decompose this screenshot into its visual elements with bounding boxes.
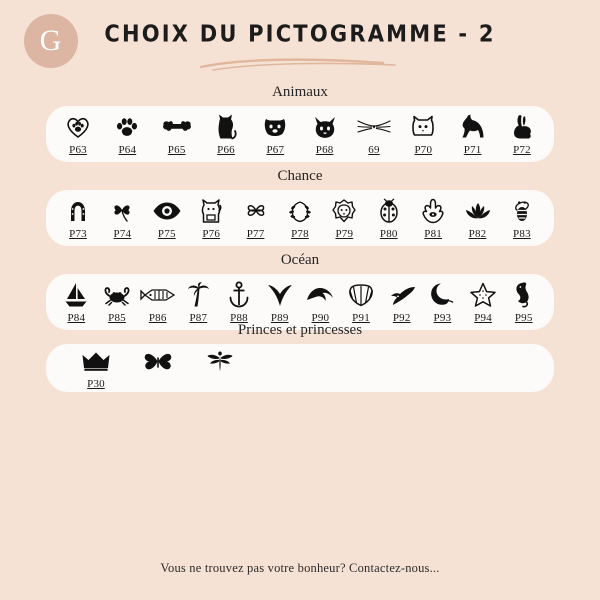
pictogram-code: P94 — [474, 312, 492, 324]
pictogram-item[interactable] — [322, 196, 366, 240]
pictogram-code: P88 — [230, 312, 248, 324]
pictogram-item[interactable] — [367, 196, 411, 240]
cat-outline-icon[interactable] — [409, 112, 437, 142]
section-ocean — [46, 252, 554, 330]
pictogram-item[interactable] — [259, 280, 300, 324]
section-title-ocean: Océan — [280, 252, 320, 268]
pictogram-item[interactable] — [411, 196, 455, 240]
pictogram-item[interactable] — [503, 280, 544, 324]
pictogram-item[interactable] — [137, 280, 178, 324]
pictogram-code: P76 — [202, 228, 221, 240]
butterfly-filled-icon[interactable] — [143, 346, 173, 376]
pictogram-code: P87 — [189, 312, 208, 324]
cat-sitting-icon[interactable] — [214, 112, 238, 142]
pictogram-code: P79 — [335, 228, 354, 240]
paw-in-heart-icon[interactable] — [65, 112, 91, 142]
lotus-flower-icon[interactable] — [463, 196, 493, 226]
pictogram-code: P66 — [217, 144, 235, 156]
pictogram-item[interactable] — [341, 280, 382, 324]
pictogram-code: P95 — [514, 312, 533, 324]
moon-wave-icon[interactable] — [429, 280, 455, 310]
dog-bone-icon[interactable] — [162, 112, 192, 142]
pictogram-item[interactable] — [381, 280, 422, 324]
wave-icon[interactable] — [305, 280, 335, 310]
section-animaux — [46, 84, 554, 162]
ladybug-icon[interactable] — [377, 196, 401, 226]
horse-icon[interactable] — [459, 112, 487, 142]
pictogram-item[interactable] — [300, 280, 341, 324]
pictogram-item[interactable] — [100, 196, 144, 240]
pictogram-item[interactable] — [198, 346, 242, 378]
pictogram-item[interactable] — [145, 196, 189, 240]
pictogram-code: P67 — [266, 144, 285, 156]
pictogram-code: P86 — [148, 312, 167, 324]
pictogram-pill-chance — [46, 190, 554, 246]
paw-print-icon[interactable] — [114, 112, 140, 142]
pictogram-item[interactable] — [422, 280, 463, 324]
footer-text: Vous ne trouvez pas votre bonheur? Contactez-nous... — [160, 561, 440, 575]
whale-tail-icon[interactable] — [266, 280, 294, 310]
maneki-neko-icon[interactable] — [199, 196, 223, 226]
pictogram-item[interactable] — [74, 346, 118, 390]
pictogram-item[interactable] — [189, 196, 233, 240]
pictogram-item[interactable] — [219, 280, 260, 324]
pictogram-item[interactable] — [105, 112, 149, 156]
pictogram-code: P81 — [424, 228, 442, 240]
pictogram-code: P71 — [463, 144, 482, 156]
pictogram-code: P72 — [513, 144, 531, 156]
pictogram-code: P75 — [157, 228, 176, 240]
pictogram-code: 69 — [368, 144, 380, 156]
pictogram-item[interactable] — [136, 346, 180, 378]
pictogram-item[interactable] — [352, 112, 396, 156]
rabbit-icon[interactable] — [509, 112, 535, 142]
pictogram-code: P68 — [315, 144, 334, 156]
pictogram-item[interactable] — [56, 196, 100, 240]
bee-icon[interactable] — [509, 196, 535, 226]
pictogram-code: P30 — [87, 378, 105, 390]
dragonfly-icon[interactable] — [206, 346, 234, 376]
section-title-chance: Chance — [277, 168, 323, 184]
pictogram-item[interactable] — [401, 112, 445, 156]
pictogram-item[interactable] — [56, 112, 100, 156]
clover-outline-icon[interactable] — [243, 196, 269, 226]
pictogram-item[interactable] — [204, 112, 248, 156]
pug-dog-face-icon[interactable] — [261, 112, 289, 142]
evil-eye-icon[interactable] — [152, 196, 182, 226]
pictogram-code: P91 — [352, 312, 370, 324]
pictogram-item[interactable] — [278, 196, 322, 240]
pictogram-code: P77 — [246, 228, 265, 240]
pictogram-item[interactable] — [463, 280, 504, 324]
lion-head-icon[interactable] — [331, 196, 357, 226]
pictogram-code: P85 — [108, 312, 126, 324]
pictogram-item[interactable] — [500, 112, 544, 156]
pictogram-item[interactable] — [155, 112, 199, 156]
dolphin-icon[interactable] — [387, 280, 417, 310]
pictogram-code: P64 — [118, 144, 137, 156]
brand-logo-letter: G — [39, 24, 63, 57]
starfish-icon[interactable] — [470, 280, 496, 310]
pictogram-item[interactable] — [56, 280, 97, 324]
pictogram-code: P84 — [67, 312, 86, 324]
section-princes-et-princesses — [46, 322, 554, 392]
four-leaf-clover-icon[interactable] — [109, 196, 135, 226]
pictogram-code: P74 — [113, 228, 132, 240]
pictogram-code: P90 — [311, 312, 330, 324]
pictogram-item[interactable] — [456, 196, 500, 240]
pictogram-code: P63 — [69, 144, 87, 156]
pictogram-pill-animaux — [46, 106, 554, 162]
pictogram-item[interactable] — [97, 280, 138, 324]
pictogram-pill-princes — [46, 344, 554, 392]
pictogram-item[interactable] — [234, 196, 278, 240]
laurel-wreath-icon[interactable] — [287, 196, 313, 226]
title-swash-decoration — [197, 56, 403, 72]
pictogram-item[interactable] — [178, 280, 219, 324]
section-title-animaux: Animaux — [272, 84, 328, 100]
pictogram-code: P73 — [69, 228, 87, 240]
pictogram-code: P92 — [392, 312, 411, 324]
anchor-icon[interactable] — [227, 280, 251, 310]
pictogram-item[interactable] — [303, 112, 347, 156]
pictogram-code: P93 — [433, 312, 452, 324]
page-title-wrapper — [0, 22, 600, 72]
seahorse-icon[interactable] — [513, 280, 535, 310]
cat-face-icon[interactable] — [311, 112, 339, 142]
hamsa-hand-icon[interactable] — [421, 196, 445, 226]
pictogram-code: P83 — [513, 228, 531, 240]
pictogram-item[interactable] — [500, 196, 544, 240]
pictogram-item[interactable] — [253, 112, 297, 156]
pictogram-code: P80 — [379, 228, 398, 240]
section-title-princes: Princes et princesses — [237, 322, 363, 338]
crown-icon[interactable] — [81, 346, 111, 376]
scallop-shell-icon[interactable] — [347, 280, 375, 310]
pictogram-code: P78 — [291, 228, 309, 240]
pictogram-item[interactable] — [451, 112, 495, 156]
section-chance — [46, 168, 554, 246]
pictogram-code: P89 — [270, 312, 289, 324]
horseshoe-icon[interactable] — [65, 196, 91, 226]
pictogram-code: P70 — [414, 144, 433, 156]
pictogram-code: P65 — [167, 144, 186, 156]
crab-icon[interactable] — [102, 280, 132, 310]
page-title: CHOIX DU PICTOGRAMME - 2 — [104, 21, 496, 47]
palm-tree-icon[interactable] — [186, 280, 210, 310]
cat-whiskers-icon[interactable] — [357, 112, 391, 142]
pictogram-code: P82 — [468, 228, 487, 240]
fish-skeleton-icon[interactable] — [140, 280, 176, 310]
sailboat-icon[interactable] — [64, 280, 88, 310]
